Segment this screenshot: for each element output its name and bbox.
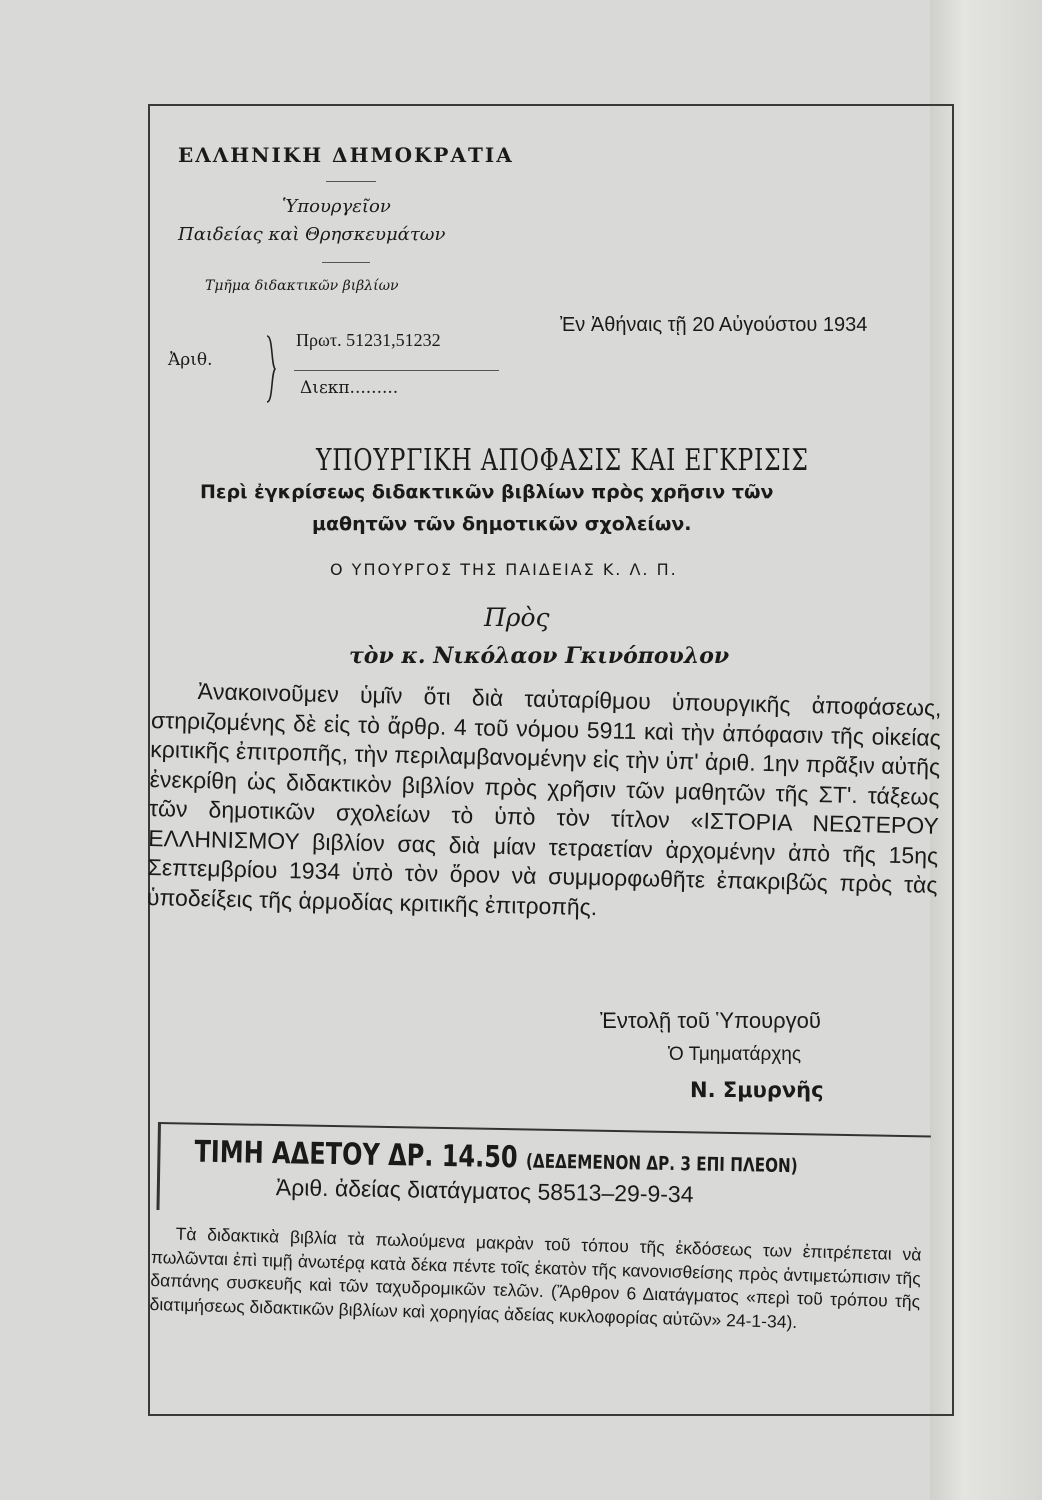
divider — [294, 370, 499, 371]
decision-body — [147, 676, 942, 930]
subject-line-1: Περὶ ἐγκρίσεως διδακτικῶν βιβλίων πρὸς χρῆσιν τῶν — [200, 481, 774, 503]
ministry-name-line2: Παιδείας καὶ Θρησκευμάτων — [178, 224, 446, 245]
price-extra: (ΔΕΔΕΜΕΝΟΝ ΔΡ. 3 ΕΠΙ ΠΛΕΟΝ) — [525, 1150, 798, 1178]
price-box — [156, 1122, 930, 1223]
addressee-to: Πρὸς — [484, 603, 550, 632]
signoff-signature: Ν. Σμυρνῆς — [690, 1078, 824, 1102]
protocol-number: Πρωτ. 51231,51232 — [296, 330, 441, 350]
footnote-text: Τὰ διδακτικὰ βιβλία τὰ πωλούμενα μακρὰν τοῦ τόπου τῆς ἐκδόσεως των ἐπιτρέπεται νὰ πωλῶνται ἐπὶ τιμῇ ἀνωτέρᾳ κατὰ δέκα πέντε τοῖς ἑκατὸν τῆς κανονισθείσης πρὸς ἀντιμετώπισιν τῆς δαπάνης συσκευῆς καὶ τῶν ταχυδρομικῶν τελῶν. (Ἄρθρον 6 Διατάγματος «περὶ τοῦ τρόπου τῆς διατιμήσεως διδακτικῶν βιβλίων καὶ χορηγίας ἀδείας κυκλοφορίας αὐτῶν» 24-1-34). — [149, 1223, 922, 1332]
diekp-number: Διεκπ......... — [300, 378, 399, 398]
document-heading: ΥΠΟΥΡΓΙΚΗ ΑΠΟΦΑΣΙΣ ΚΑΙ ΕΓΚΡΙΣΙΣ — [316, 443, 809, 478]
republic-header: ΕΛΛΗΝΙΚΗ ΔΗΜΟΚΡΑΤΙΑ — [178, 143, 514, 167]
price-main: ΤΙΜΗ ΑΔΕΤΟΥ ΔΡ. 14.50 — [194, 1134, 518, 1176]
divider — [322, 262, 370, 263]
addressee-name: τὸν κ. Νικόλαον Γκινόπουλον — [349, 643, 730, 669]
divider — [326, 181, 376, 182]
minister-title: Ο ΥΠΟΥΡΓΟΣ ΤΗΣ ΠΑΙΔΕΙΑΣ Κ. Λ. Π. — [330, 560, 678, 579]
subject-line-2: μαθητῶν τῶν δημοτικῶν σχολείων. — [312, 513, 692, 535]
signoff-chief: Ὁ Τμηματάρχης — [668, 1044, 802, 1065]
arith-label: Ἀριθ. — [168, 350, 213, 370]
decision-paragraph: Ἀνακοινοῦμεν ὑμῖν ὅτι διὰ ταὐταρίθμου ὑπουργικῆς ἀποφάσεως, στηριζομένης δὲ εἰς τὸ ἄρθρ. 4 τοῦ νόμου 5911 καὶ τὴν ἀπόφασιν τῆς οἰκείας κριτικῆς ἐπιτροπῆς, τὴν περιλαμβανομένην εἰς τὴν ὑπ' ἀριθ. 1ην πρᾶξιν αὐτῆς ἐνεκρίθη ὡς διδακτικὸν βιβλίον πρὸς χρῆσιν τῶν μαθητῶν τῆς ΣΤ'. τάξεως τῶν δημοτικῶν σχολείων τὸ ὑπὸ τὸν τίτλον «ΙΣΤΟΡΙΑ ΝΕΩΤΕΡΟΥ ΕΛΛΗΝΙΣΜΟΥ βιβλίον σας διὰ μίαν τετραετίαν ἀρχομένην ἀπὸ τῆς 15ης Σεπτεμβρίου 1934 ὑπὸ τὸν ὅρον νὰ συμμορφωθῆτε ἐπακριβῶς πρὸς τὰς ὑποδείξεις τῆς ἁρμοδίας κριτικῆς ἐπιτροπῆς. — [146, 678, 942, 920]
department-name: Τμῆμα διδακτικῶν βιβλίων — [205, 278, 399, 294]
permit-number: Ἀριθ. ἀδείας διατάγματος 58513–29-9-34 — [275, 1174, 694, 1208]
ministry-name-line1: Ὑπουργεῖον — [282, 196, 391, 217]
brace-icon — [263, 334, 277, 404]
signoff-order: Ἐντολῇ τοῦ Ὑπουργοῦ — [600, 1008, 821, 1033]
document-date: Ἐν Ἀθήναις τῇ 20 Αὐγούστου 1934 — [560, 314, 868, 336]
